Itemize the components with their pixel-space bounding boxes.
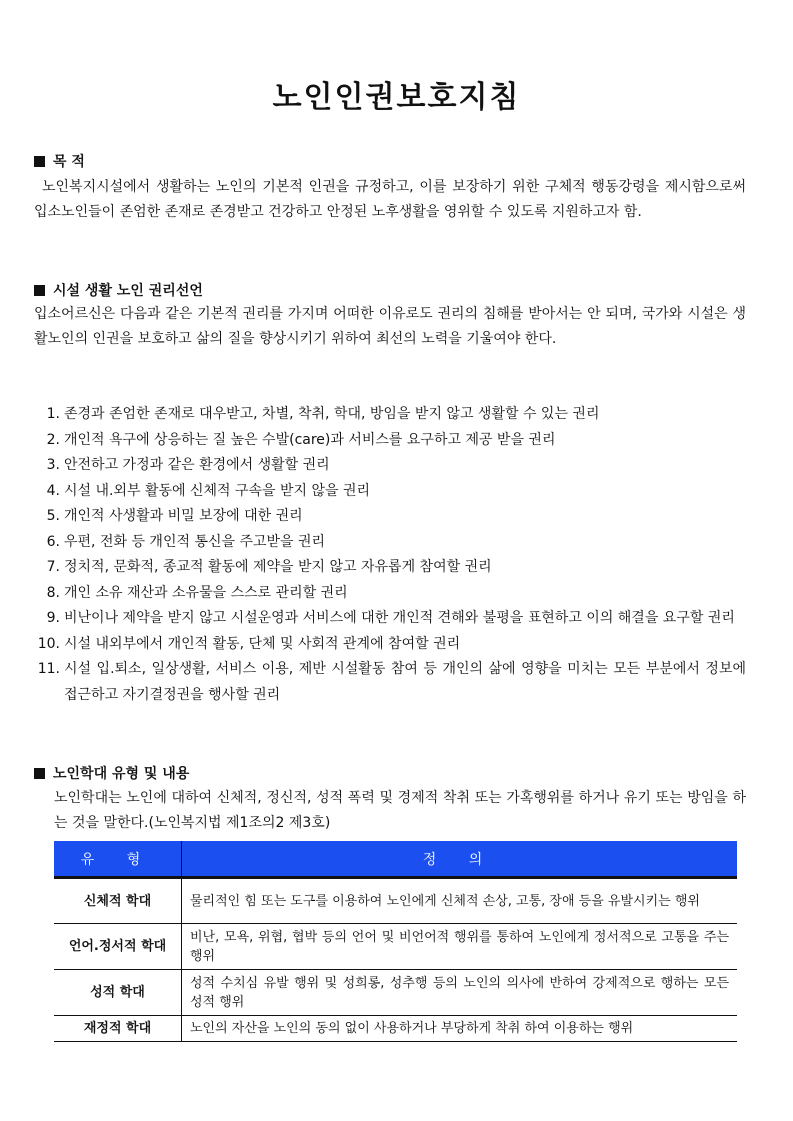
purpose-paragraph: 노인복지시설에서 생활하는 노인의 기본적 인권을 규정하고, 이를 보장하기 위한 구체적 행동강령을 제시함으로써 입소노인들이 존엄한 존재로 존경받고 건강하고 안정된 노후생활을 영위할 수 있도록 지원하고자 함. [34, 179, 746, 220]
section-heading-text: 목 적 [53, 154, 85, 170]
section-heading-abuse [34, 763, 189, 783]
list-item-text: 존경과 존엄한 존재로 대우받고, 차별, 착취, 학대, 방임을 받지 않고 생활할 수 있는 권리 [64, 406, 600, 422]
list-item [34, 504, 746, 530]
list-item-text: 안전하고 가정과 같은 환경에서 생활할 권리 [64, 457, 330, 473]
list-item-number: 1. [46, 406, 60, 422]
list-item [34, 479, 746, 505]
list-item-text: 시설 내.외부 활동에 신체적 구속을 받지 않을 권리 [64, 482, 371, 499]
list-item-number: 10. [37, 635, 60, 652]
section-heading-declaration [34, 280, 203, 300]
square-bullet-icon [34, 768, 45, 779]
list-item [34, 606, 746, 632]
rights-list [34, 402, 746, 708]
abuse-definition-cell: 비난, 모욕, 위협, 협박 등의 언어 및 비언어적 행위를 통하여 노인에게 정서적으로 고통을 주는 행위 [182, 924, 738, 970]
list-item-number: 3. [46, 457, 60, 473]
table-row [54, 970, 737, 1016]
list-item [34, 453, 746, 479]
column-header-type: 유 형 [54, 841, 182, 878]
list-item-text: 시설 입.퇴소, 일상생활, 서비스 이용, 제반 시설활동 참여 등 개인의 삶에 영향을 미치는 모든 부분에서 정보에 접근하고 자기결정권을 행사할 권리 [64, 661, 746, 703]
abuse-definition-cell: 성적 수치심 유발 행위 및 성희롱, 성추행 등의 노인의 의사에 반하여 강제적으로 행하는 모든 성적 행위 [182, 970, 738, 1016]
list-item-number: 2. [46, 431, 60, 448]
list-item-text: 우편, 전화 등 개인적 통신을 주고받을 권리 [64, 533, 326, 550]
list-item-text: 개인 소유 재산과 소유물을 스스로 관리할 권리 [64, 584, 348, 601]
table-header-row [54, 841, 737, 878]
list-item-number: 4. [46, 482, 60, 499]
list-item-text: 비난이나 제약을 받지 않고 시설운영과 서비스에 대한 개인적 견해와 불평을 표현하고 이의 해결을 요구할 권리 [64, 610, 735, 626]
list-item-number: 5. [46, 508, 60, 524]
list-item-number: 7. [46, 559, 60, 575]
list-item [34, 530, 746, 556]
list-item-number: 9. [46, 610, 60, 626]
list-item [34, 428, 746, 454]
square-bullet-icon [34, 156, 45, 167]
list-item [34, 657, 746, 708]
section-heading-text: 시설 생활 노인 권리선언 [53, 283, 203, 299]
list-item [34, 581, 746, 607]
list-item [34, 632, 746, 658]
list-item-text: 시설 내외부에서 개인적 활동, 단체 및 사회적 관계에 참여할 권리 [64, 635, 461, 652]
abuse-type-cell: 성적 학대 [54, 970, 182, 1016]
abuse-definition-cell: 물리적인 힘 또는 도구를 이용하여 노인에게 신체적 손상, 고통, 장애 등을 유발시키는 행위 [182, 878, 738, 924]
abuse-type-cell: 신체적 학대 [54, 878, 182, 924]
section-heading-purpose [34, 151, 85, 171]
list-item-number: 11. [37, 661, 60, 677]
list-item-text: 개인적 사생활과 비밀 보장에 대한 권리 [64, 508, 303, 524]
list-item-text: 개인적 욕구에 상응하는 질 높은 수발(care)과 서비스를 요구하고 제공 받을 권리 [64, 431, 556, 448]
abuse-type-cell: 재정적 학대 [54, 1016, 182, 1042]
table-row [54, 878, 737, 924]
list-item [34, 402, 746, 428]
list-item [34, 555, 746, 581]
abuse-definition-cell: 노인의 자산을 노인의 동의 없이 사용하거나 부당하게 착취 하여 이용하는 행위 [182, 1016, 738, 1042]
column-header-definition: 정 의 [182, 841, 738, 878]
abuse-types-table [54, 841, 737, 1042]
list-item-number: 6. [46, 533, 60, 550]
square-bullet-icon [34, 285, 45, 296]
table-row [54, 1016, 737, 1042]
table-row [54, 924, 737, 970]
list-item-text: 정치적, 문화적, 종교적 활동에 제약을 받지 않고 자유롭게 참여할 권리 [64, 559, 492, 575]
declaration-paragraph: 입소어르신은 다음과 같은 기본적 권리를 가지며 어떠한 이유로도 권리의 침해를 받아서는 안 되며, 국가와 시설은 생활노인의 인권을 보호하고 삶의 질을 향상시키기 위하여 최선의 노력을 기울여야 한다. [34, 306, 746, 347]
abuse-paragraph: 노인학대는 노인에 대하여 신체적, 정신적, 성적 폭력 및 경제적 착취 또는 가혹행위를 하거나 유기 또는 방임을 하는 것을 말한다.(노인복지법 제1조의2 제3호) [54, 790, 746, 831]
list-item-number: 8. [46, 584, 60, 601]
page-title: 노인인권보호지침 [272, 80, 521, 115]
abuse-type-cell: 언어.정서적 학대 [54, 924, 182, 970]
section-heading-text: 노인학대 유형 및 내용 [53, 766, 190, 782]
